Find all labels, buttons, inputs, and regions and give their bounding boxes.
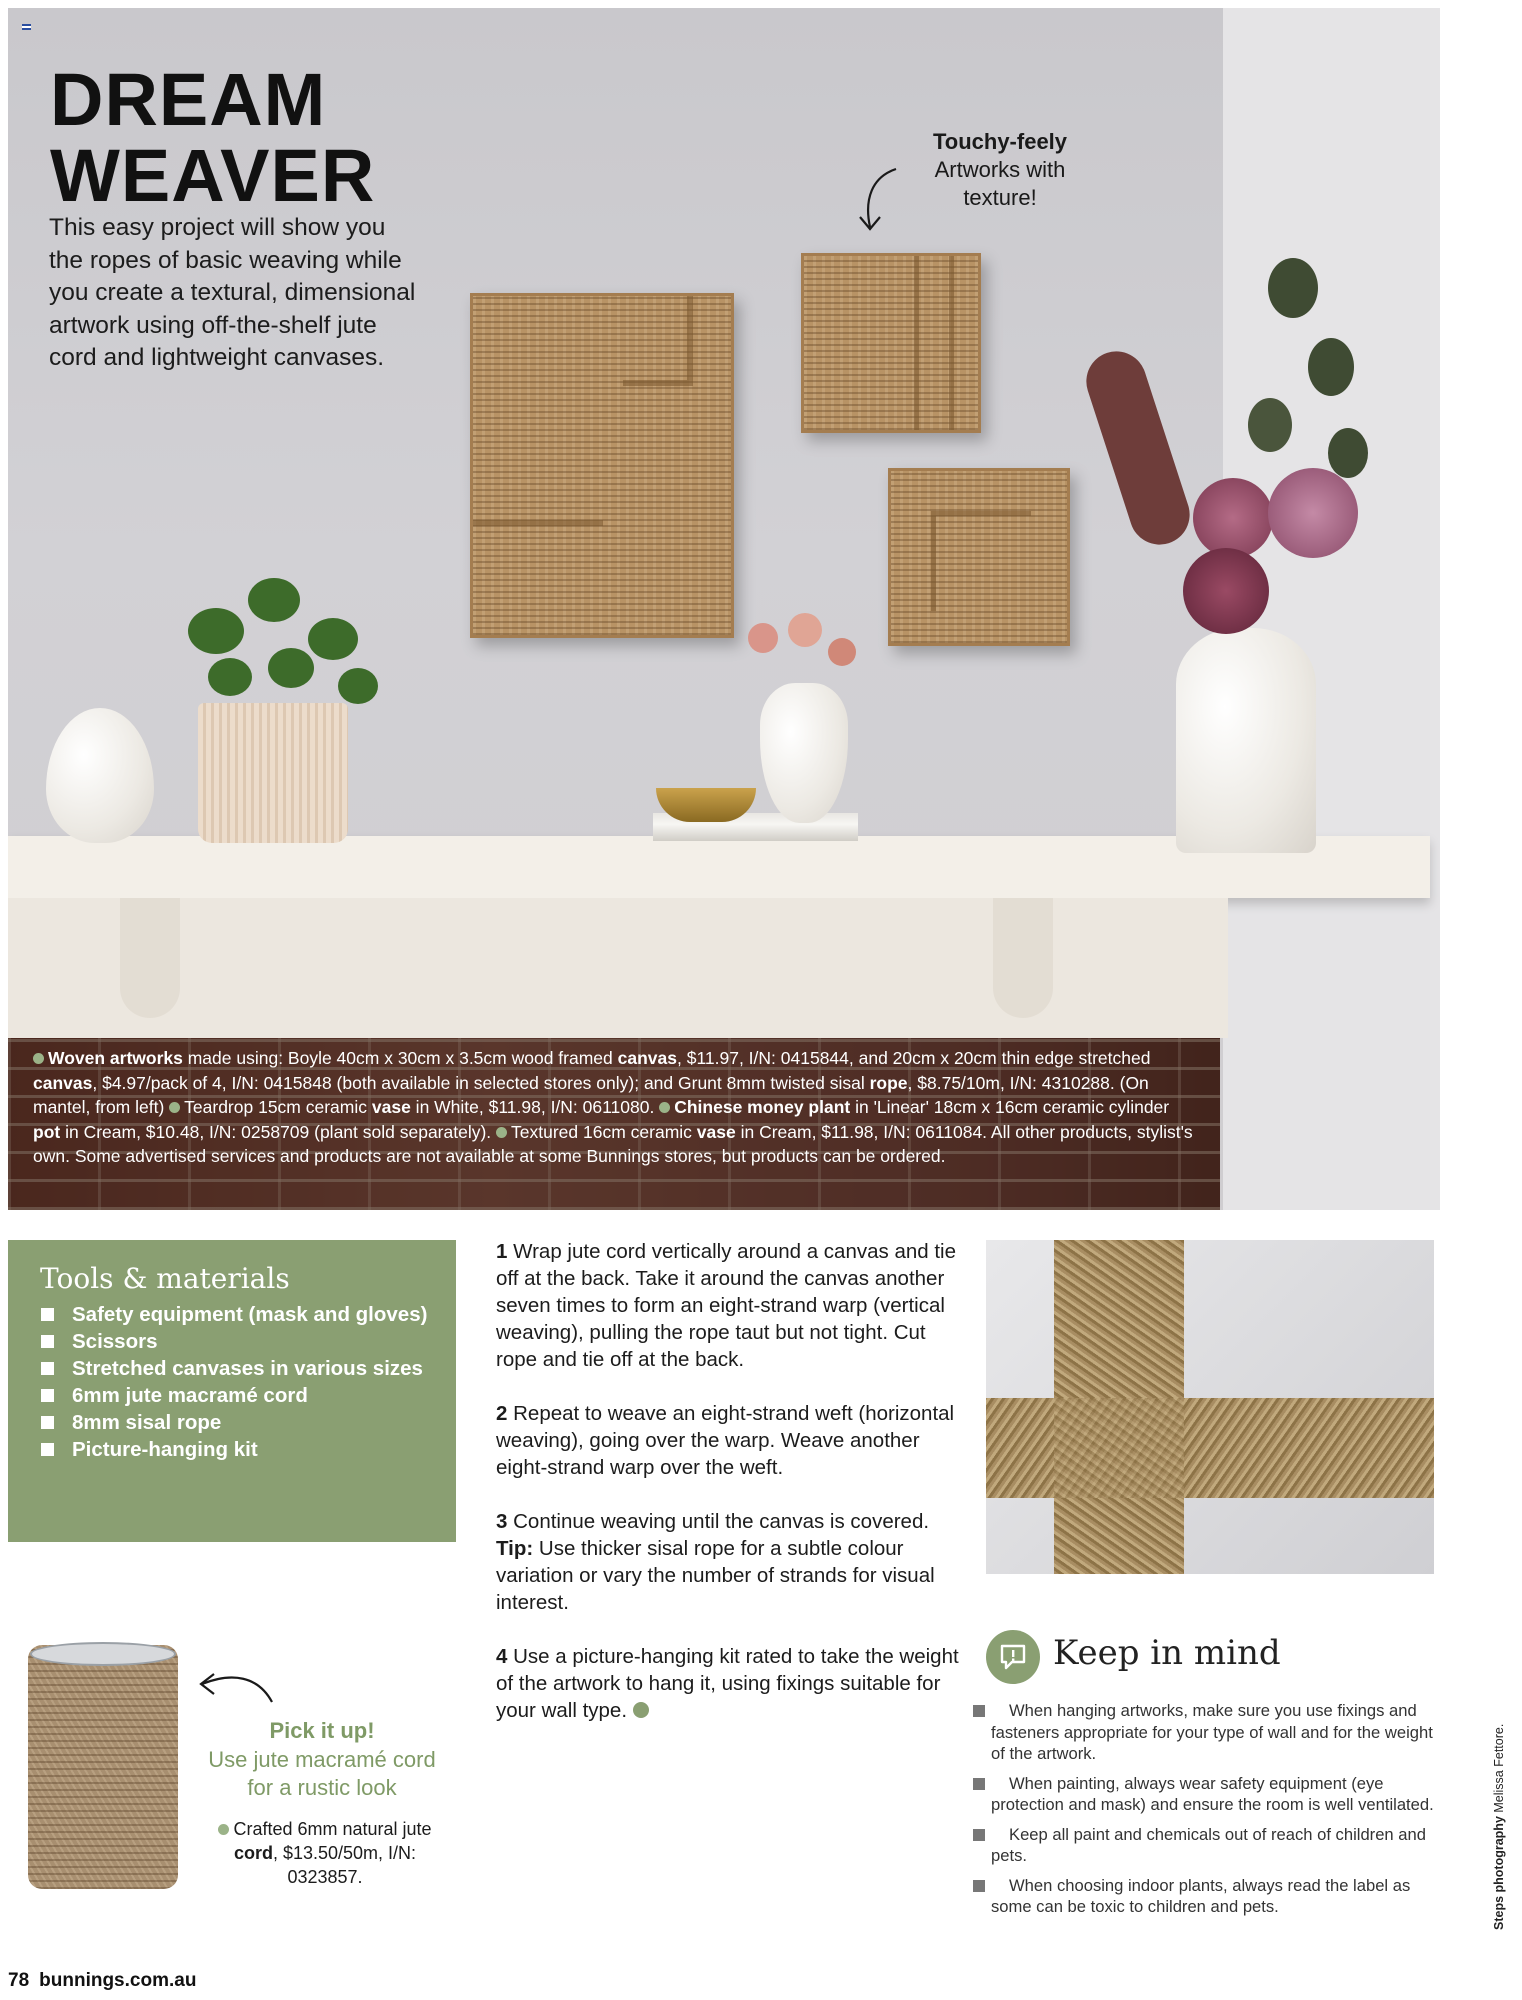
- speech-bubble-icon: [986, 1630, 1040, 1684]
- keep-in-mind-item: When painting, always wear safety equipment (eye protection and mask) and ensure the room is well ventilated.: [991, 1773, 1441, 1816]
- bullet-dot-icon: [659, 1102, 670, 1113]
- weaving-step-photo: [986, 1240, 1434, 1574]
- keep-in-mind-title: Keep in mind: [1053, 1633, 1281, 1673]
- tools-item: 8mm sisal rope: [40, 1409, 456, 1436]
- tools-item: Safety equipment (mask and gloves): [40, 1301, 456, 1328]
- keep-in-mind-item: Keep all paint and chemicals out of reach of children and pets.: [991, 1824, 1441, 1867]
- textured-vase: [1176, 628, 1316, 853]
- flag-icon: [22, 24, 31, 30]
- step-4: 4 Use a picture-hanging kit rated to take the weight of the artwork to hang it, using fixings suitable for your wall type.: [496, 1645, 959, 1722]
- tools-materials-panel: [8, 1240, 456, 1542]
- keep-in-mind-item: When choosing indoor plants, always read the label as some can be toxic to children and pets.: [991, 1875, 1441, 1918]
- tools-item: Picture-hanging kit: [40, 1436, 456, 1463]
- tools-item: 6mm jute macramé cord: [40, 1382, 456, 1409]
- page-footer: [8, 1970, 196, 1992]
- step-3: 3 Continue weaving until the canvas is covered. Tip: Use thicker sisal rope for a subtle colour variation or vary the number of strands for visual interest.: [496, 1510, 935, 1614]
- curved-arrow-icon: [852, 165, 902, 235]
- curved-arrow-icon: [196, 1668, 276, 1708]
- page-title: DREAM WEAVER: [50, 58, 376, 217]
- page-number: 78: [8, 1970, 30, 1991]
- end-mark-icon: [633, 1702, 649, 1718]
- teardrop-vase-white: [760, 683, 848, 823]
- intro-text: This easy project will show you the ropes of basic weaving while you create a textural, dimensional artwork using off-the-shelf jute cord and lightweight canvases.: [49, 214, 416, 371]
- keep-in-mind-list: [991, 1700, 1441, 1926]
- bullet-dot-icon: [218, 1824, 229, 1835]
- banksia-flower: [1079, 344, 1198, 553]
- keep-in-mind-item: When hanging artworks, make sure you use fixings and fasteners appropriate for your type of wall and for the weight of the artwork.: [991, 1700, 1441, 1765]
- jute-cord-spool: [28, 1645, 178, 1889]
- texture-callout: Touchy-feely Artworks with texture!: [932, 129, 1068, 210]
- tools-list: [40, 1301, 456, 1463]
- bullet-dot-icon: [33, 1053, 44, 1064]
- chrysanthemum: [1193, 478, 1273, 558]
- cylinder-pot: [198, 703, 348, 843]
- woven-artwork-small-bottom: [888, 468, 1070, 646]
- photo-caption: Woven artworks made using: Boyle 40cm x 30cm x 3.5cm wood framed canvas, $11.97, I/N: 0415844, and 20cm x 20cm thin edge stretched canvas, $4.97/pack of 4, I/N: 0415848 (both available in selected stores only); and Grunt 8mm twisted sisal rope, $8.75/10m, I/N: 4310288. (On mantel, from left) Teardrop 15cm ceramic vase in White, $11.98, I/N: 0611080. Chinese money plant in 'Linear' 18cm x 16cm ceramic cylinder pot in Cream, $10.48, I/N: 0258709 (plant sold separately). Textured 16cm ceramic vase in Cream, $11.98, I/N: 0611084. All other products, stylist's own. Some advertised services and products are not available at some Bunnings stores, but products can be ordered.: [33, 1048, 1193, 1166]
- website-link[interactable]: bunnings.com.au: [39, 1970, 197, 1991]
- tools-title: Tools & materials: [40, 1262, 290, 1295]
- step-2: 2 Repeat to weave an eight-strand weft (horizontal weaving), going over the warp. Weave another eight-strand warp over the weft.: [496, 1402, 955, 1479]
- woven-artwork-small-top: [801, 253, 981, 433]
- bullet-dot-icon: [169, 1102, 180, 1113]
- bullet-dot-icon: [496, 1127, 507, 1138]
- photo-credit: Steps photography Melissa Fettore.: [1492, 1723, 1506, 1930]
- pick-it-up-subtitle: Use jute macramé cord for a rustic look: [208, 1747, 436, 1800]
- pick-it-up-product: Crafted 6mm natural jute cord, $13.50/50m, I/N: 0323857.: [205, 1817, 445, 1889]
- pick-it-up-title: Pick it up!: [269, 1718, 375, 1743]
- tools-item: Scissors: [40, 1328, 456, 1355]
- tools-item: Stretched canvases in various sizes: [40, 1355, 456, 1382]
- step-1: 1 Wrap jute cord vertically around a canvas and tie off at the back. Take it around the canvas another seven times to form an eight-strand warp (vertical weaving), pulling the rope taut but not tight. Cut rope and tie off at the back.: [496, 1240, 956, 1371]
- steps: [496, 1238, 966, 1751]
- mantel-bracket-left: [120, 898, 180, 1018]
- mantel-bracket-right: [993, 898, 1053, 1018]
- woven-artwork-large: [470, 293, 734, 638]
- teardrop-vase: [46, 708, 154, 843]
